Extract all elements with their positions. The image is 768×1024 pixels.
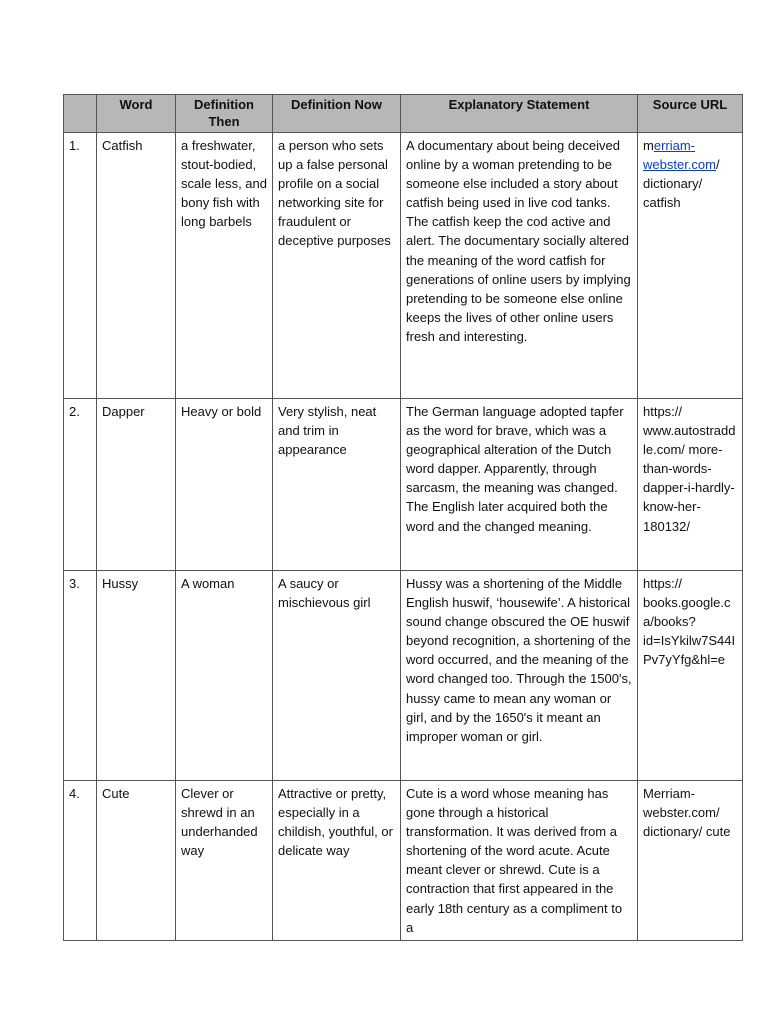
source-url-suffix: / dictionary/ catfish — [643, 157, 720, 211]
header-word: Word — [97, 95, 176, 133]
word-cell: Catfish — [97, 133, 176, 399]
row-number: 1. — [64, 133, 97, 399]
source-url-cell — [638, 133, 743, 399]
source-url-prefix: m — [643, 138, 654, 153]
header-explanatory-statement: Explanatory Statement — [401, 95, 638, 133]
word-cell: Dapper — [97, 399, 176, 571]
header-source-url: Source URL — [638, 95, 743, 133]
header-row — [64, 95, 743, 133]
statement-cell: Hussy was a shortening of the Middle English huswif, ‘housewife’. A historical sound change obscured the OE huswif beyond recognition, a shortening of the word occurred, and the meaning of the word changed too. Through the 1500's, hussy came to mean any woman or girl, and by the 1650's it meant an improper woman or girl. — [401, 571, 638, 781]
header-number — [64, 95, 97, 133]
row-number: 2. — [64, 399, 97, 571]
definition-then-cell: Heavy or bold — [176, 399, 273, 571]
source-url-cell: https:// www.autostraddle.com/ more-than-words-dapper-i-hardly-know-her-180132/ — [638, 399, 743, 571]
definition-then-cell: Clever or shrewd in an underhanded way — [176, 781, 273, 941]
header-definition-then: Definition Then — [176, 95, 273, 133]
table-row — [64, 781, 743, 941]
source-url-cell: Merriam-webster.com/ dictionary/ cute — [638, 781, 743, 941]
definition-now-cell: A saucy or mischievous girl — [273, 571, 401, 781]
definition-now-cell: a person who sets up a false personal profile on a social networking site for fraudulent or deceptive purposes — [273, 133, 401, 399]
table-row — [64, 133, 743, 399]
definition-then-cell: a freshwater, stout-bodied, scale less, and bony fish with long barbels — [176, 133, 273, 399]
table-row — [64, 571, 743, 781]
statement-cell: The German language adopted tapfer as the word for brave, which was a geographical alteration of the Dutch word dapper. Apparently, through sarcasm, the meaning was changed. The English later acquired both the word and the changed meaning. — [401, 399, 638, 571]
statement-cell: Cute is a word whose meaning has gone through a historical transformation. It was derived from a shortening of the word acute. Acute meant clever or shrewd. Cute is a contraction that first appeared in the early 18th century as a compliment to a — [401, 781, 638, 941]
definition-then-cell: A woman — [176, 571, 273, 781]
row-number: 3. — [64, 571, 97, 781]
word-cell: Cute — [97, 781, 176, 941]
source-url-link[interactable]: erriam-webster.com — [643, 138, 716, 173]
row-number: 4. — [64, 781, 97, 941]
definition-now-cell: Very stylish, neat and trim in appearance — [273, 399, 401, 571]
table-row — [64, 399, 743, 571]
word-definitions-table — [63, 94, 743, 941]
word-cell: Hussy — [97, 571, 176, 781]
source-url-cell: https:// books.google.ca/books? id=IsYkilw7S44IPv7yYfg&hl=e — [638, 571, 743, 781]
statement-cell: A documentary about being deceived online by a woman pretending to be someone else included a story about catfish being used in live cod tanks. The catfish keep the cod active and alert. The documentary socially altered the meaning of the word catfish for generations of online users by implying pretending to be someone else online keeps the lives of other online users fresh and interesting. — [401, 133, 638, 399]
header-definition-now: Definition Now — [273, 95, 401, 133]
definition-now-cell: Attractive or pretty, especially in a childish, youthful, or delicate way — [273, 781, 401, 941]
